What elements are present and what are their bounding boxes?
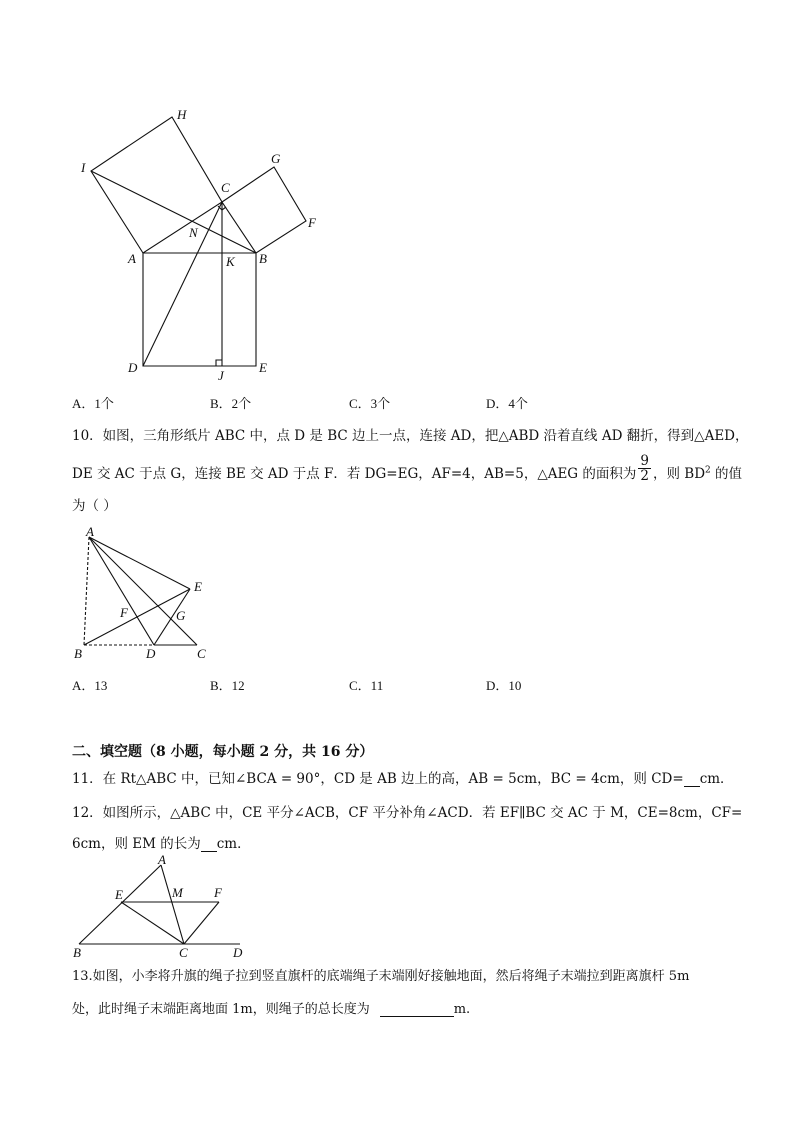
figure-q9-pythagoras (60, 100, 340, 385)
label-K: K (226, 254, 235, 269)
square-AB (143, 253, 256, 366)
segment-AC (89, 537, 197, 645)
square-AC (91, 117, 222, 253)
label-N: N (189, 225, 198, 240)
q10-line2-text-c: 的值 (710, 466, 743, 482)
label-H: H (177, 107, 187, 122)
label-F: F (308, 215, 316, 230)
label-C: C (197, 646, 206, 661)
q11-text: 11．在 Rt△ABC 中，已知∠BCA = 90°，CD 是 AB 边上的高，AB = 5cm，BC = 4cm，则 CD= (72, 771, 684, 787)
label-D: D (128, 360, 138, 375)
section-heading-fill-in: 二、填空题（8 小题，每小题 2 分，共 16 分） (72, 744, 374, 760)
segment-AC (161, 865, 184, 944)
q12-line1: 12．如图所示，△ABC 中，CE 平分∠ACB，CF 平分补角∠ACD．若 EF∥BC 交 AC 于 M，CE=8cm，CF= (72, 805, 743, 821)
q10-line3: 为（ ） (72, 498, 117, 514)
segment-CD (143, 202, 222, 366)
right-angle-mark-J (216, 360, 222, 366)
figure-q12-triangle (70, 850, 260, 962)
segment-IB (91, 171, 256, 253)
label-M: M (172, 885, 183, 900)
label-B: B (73, 945, 81, 960)
label-B: B (259, 251, 267, 266)
q10-line1: 10．如图，三角形纸片 ABC 中，点 D 是 BC 边上一点，连接 AD，把△ABD 沿着直线 AD 翻折，得到△AED， (72, 428, 749, 444)
figure-q10-fold (70, 522, 220, 662)
q10-line2-text-b: ，则 BD (652, 466, 706, 482)
label-D: D (146, 646, 156, 661)
q13-line2 (72, 998, 470, 1017)
q10-line2 (72, 453, 743, 489)
label-A: A (86, 524, 94, 539)
q10-option-c[interactable]: C．11 (349, 678, 384, 693)
q10-option-d[interactable]: D．10 (486, 678, 522, 693)
q9-option-c[interactable]: C．3个 (349, 396, 391, 411)
label-J: J (218, 368, 224, 383)
q10-fraction-numerator: 9 (640, 453, 649, 469)
square-BC (222, 167, 306, 253)
label-B: B (74, 646, 82, 661)
q10-option-a[interactable]: A．13 (72, 678, 108, 693)
q11 (72, 767, 734, 787)
label-E: E (115, 887, 123, 902)
segment-AB (84, 537, 89, 645)
q11-unit: cm． (699, 771, 734, 787)
label-A: A (128, 251, 136, 266)
label-D: D (233, 945, 243, 960)
q13-line1: 13.如图，小李将升旗的绳子拉到竖直旗杆的底端绳子末端刚好接触地面，然后将绳子末端拉到距离旗杆 5m (72, 969, 690, 984)
label-E: E (194, 579, 202, 594)
q13-unit: m. (453, 1002, 471, 1017)
segment-EC (121, 902, 184, 944)
label-F: F (214, 885, 222, 900)
label-E: E (259, 360, 267, 375)
label-G: G (271, 151, 281, 166)
q10-line2-text: DE 交 AC 于点 G，连接 BE 交 AD 于点 F．若 DG=EG，AF=4，AB=5，△AEG 的面积为 (72, 466, 637, 482)
label-C: C (221, 180, 230, 195)
q9-option-b[interactable]: B．2个 (210, 396, 252, 411)
q10-option-b[interactable]: B．12 (210, 678, 245, 693)
q12-unit: cm． (216, 836, 251, 852)
q10-superscript: 2 (705, 465, 711, 476)
segment-AB (79, 865, 161, 944)
label-A: A (158, 852, 166, 867)
label-G: G (176, 608, 186, 623)
q9-option-a[interactable]: A．1个 (72, 396, 114, 411)
q13-text: 处，此时绳子末端距离地面 1m，则绳子的总长度为 (72, 1002, 370, 1017)
label-I: I (81, 160, 86, 175)
q13-answer-blank[interactable] (380, 1002, 454, 1017)
segment-CF (184, 902, 219, 944)
q9-option-d[interactable]: D．4个 (486, 396, 528, 411)
q10-fraction-denominator: 2 (640, 468, 649, 484)
label-F: F (120, 605, 128, 620)
q12-text: 6cm，则 EM 的长为 (72, 836, 201, 852)
label-C: C (179, 945, 188, 960)
q10-fraction (638, 454, 651, 483)
q11-answer-blank[interactable] (684, 772, 700, 787)
segment-BE (84, 589, 190, 645)
q12-line2 (72, 832, 251, 852)
